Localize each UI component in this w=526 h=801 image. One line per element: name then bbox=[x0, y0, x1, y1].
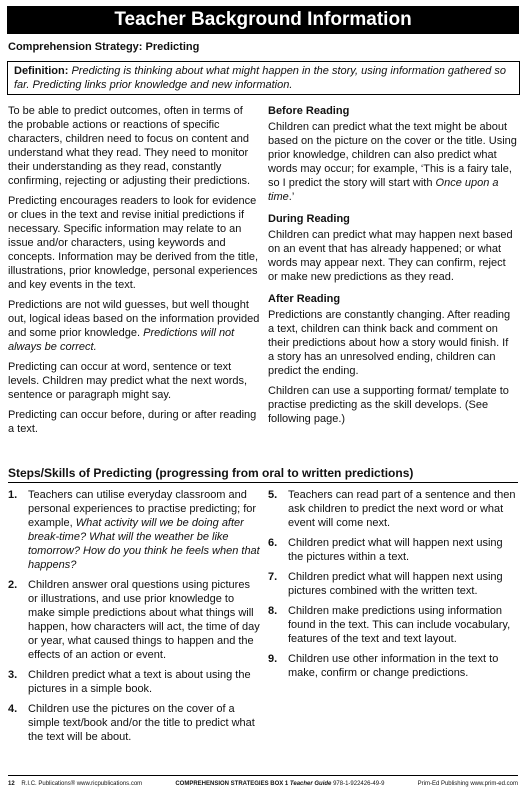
before-reading-text bbox=[268, 120, 517, 204]
step-number: 5. bbox=[268, 489, 278, 501]
left-column bbox=[8, 104, 260, 442]
support-text: Children can use a supporting format/ template to practise predicting as the skill develops. (See following page.) bbox=[268, 385, 509, 425]
step-number: 7. bbox=[268, 571, 278, 583]
step-number: 1. bbox=[8, 489, 18, 501]
isbn: 978-1-922426-49-9 bbox=[333, 781, 385, 787]
during-reading-text: Children can predict what may happen next based on an event that has already happened; or what words may appear next. They can confirm, reject or make new predictions as they read. bbox=[268, 229, 513, 283]
strategy-title: Comprehension Strategy: Predicting bbox=[8, 41, 200, 53]
steps-list-right bbox=[268, 488, 517, 686]
step-item bbox=[268, 536, 517, 564]
step-item bbox=[268, 604, 517, 646]
footer-center bbox=[175, 781, 384, 787]
publisher-right: Prim-Ed Publishing www.prim-ed.com bbox=[417, 781, 518, 787]
steps-list-left bbox=[8, 488, 260, 750]
step-item bbox=[8, 488, 260, 572]
step-text: Teachers can read part of a sentence and then ask children to predict the next word or what event will come next. bbox=[288, 489, 516, 529]
step-item bbox=[8, 578, 260, 662]
paragraph-when: Predicting can occur before, during or after reading a text. bbox=[8, 409, 257, 435]
step-text: Children predict what will happen next using the pictures within a text. bbox=[288, 537, 503, 563]
before-reading-italic: Once upon a time bbox=[268, 177, 499, 203]
definition-label: Definition: bbox=[14, 65, 69, 77]
step-number: 3. bbox=[8, 669, 18, 681]
step-item bbox=[268, 488, 517, 530]
right-column bbox=[268, 104, 517, 434]
step-text: Children predict what will happen next using pictures combined with the written text. bbox=[288, 571, 503, 597]
step-number: 8. bbox=[268, 605, 278, 617]
step-item bbox=[268, 570, 517, 598]
page-title: Teacher Background Information bbox=[7, 6, 519, 34]
step-number: 6. bbox=[268, 537, 278, 549]
paragraph-evidence: Predicting encourages readers to look for evidence or clues in the text and revise initial predictions if necessary. Specific information may relate to an issue and/or characters, using keywords and concepts. Information may be derived from the title, illustrations, prior knowledge, personal experiences and key events in the text. bbox=[8, 195, 259, 291]
before-reading-heading: Before Reading bbox=[268, 105, 350, 117]
after-reading-section bbox=[268, 292, 517, 426]
step-item bbox=[268, 652, 517, 680]
page-number: 12 bbox=[8, 781, 15, 787]
paragraph-not-guesses-text: Predictions are not wild guesses, but well thought out, logical ideas based on the information provided and some prior knowledge. bbox=[8, 299, 260, 339]
steps-title: Steps/Skills of Predicting (progressing from oral to written predictions) bbox=[8, 466, 518, 483]
step-text-italic: What activity will we be doing after break-time? What will the weather be like tomorrow? How do you think he feels when that happens? bbox=[28, 517, 260, 571]
step-text: Children use the pictures on the cover of a simple text/book and/or the title to predict what the text will be about. bbox=[28, 703, 255, 743]
step-number: 2. bbox=[8, 579, 18, 591]
step-text: Children use other information in the text to make, confirm or change predictions. bbox=[288, 653, 499, 679]
paragraph-not-guesses-italic: Predictions will not always be correct. bbox=[8, 327, 235, 353]
step-number: 9. bbox=[268, 653, 278, 665]
before-reading-section bbox=[268, 104, 517, 204]
after-reading-heading: After Reading bbox=[268, 293, 341, 305]
during-reading-section bbox=[268, 212, 517, 284]
guide-label: Teacher Guide bbox=[289, 781, 332, 787]
publisher-left: R.I.C. Publications® www.ricpublications.com bbox=[21, 781, 143, 787]
definition-text: Predicting is thinking about what might happen in the story, using information gathered so far. Predicting links prior knowledge and new information. bbox=[14, 65, 507, 91]
after-reading-text: Predictions are constantly changing. After reading a text, children can think back and comment on their predictions about how a story would finish. If a story has an unresolved ending, children can predict the ending. bbox=[268, 309, 511, 377]
paragraph-levels: Predicting can occur at word, sentence or text levels. Children may predict what the next words, sentence or paragraph might say. bbox=[8, 361, 248, 401]
step-text: Children predict what a text is about using the pictures in a simple book. bbox=[28, 669, 251, 695]
before-reading-end: .’ bbox=[288, 191, 295, 203]
during-reading-heading: During Reading bbox=[268, 213, 350, 225]
box-title: COMPREHENSION STRATEGIES BOX 1 bbox=[175, 781, 289, 787]
definition-box bbox=[7, 61, 520, 95]
paragraph-outcomes: To be able to predict outcomes, often in terms of the probable actions or reactions of specific characters, children need to focus on content and understand what they read. They need to monitor their understanding as they read, constantly confirming, rejecting or adjusting their predictions. bbox=[8, 105, 251, 187]
step-text: Children make predictions using information found in the text. This can include vocabulary, features of the text and text layout. bbox=[288, 605, 511, 645]
step-text: Teachers can utilise everyday classroom and personal experiences to practise predicting; for example, bbox=[28, 489, 257, 529]
footer-left bbox=[8, 781, 142, 787]
step-text: Children answer oral questions using pictures or illustrations, and use prior knowledge to make simple predictions about what things will happen, how characters will act, the time of day or year, what caused things to happen and the effects of an action or event. bbox=[28, 579, 260, 661]
paragraph-not-guesses bbox=[8, 298, 260, 354]
page-footer bbox=[8, 775, 518, 787]
step-number: 4. bbox=[8, 703, 18, 715]
step-item bbox=[8, 668, 260, 696]
step-item bbox=[8, 702, 260, 744]
before-reading-body: Children can predict what the text might be about based on the picture on the cover or the title. Using prior knowledge, children can also predict what words may occur; for example, ‘This is a fairy tale, so I predict the story will start with bbox=[268, 121, 517, 189]
